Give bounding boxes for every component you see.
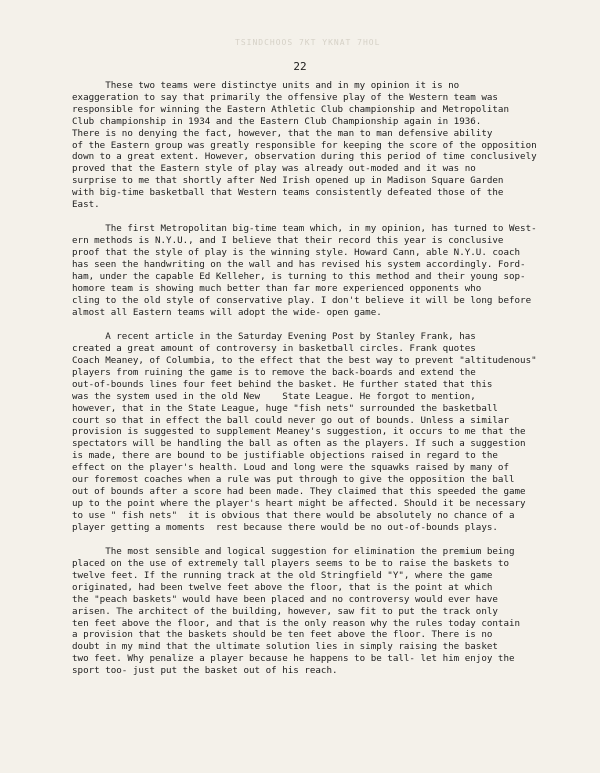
- paragraph-1: [72, 80, 572, 211]
- text-line: the "peach baskets" would have been placed and no controversy would ever have: [72, 593, 498, 605]
- text-line: of the Eastern group was greatly responsible for keeping the score of the opposition: [72, 139, 537, 151]
- text-line: exaggeration to say that primarily the offensive play of the Western team was: [72, 91, 498, 103]
- text-line: our foremost coaches when a rule was put through to give the opposition the ball: [72, 474, 515, 486]
- text-line: surprise to me that shortly after Ned Irish opened up in Madison Square Garden: [72, 175, 504, 187]
- text-line: responsible for winning the Eastern Athletic Club championship and Metropolitan: [72, 103, 509, 115]
- text-line: East.: [72, 199, 100, 211]
- text-line: almost all Eastern teams will adopt the wide- open game.: [72, 306, 382, 318]
- text-line: has seen the handwriting on the wall and has revised his system accordingly. Ford-: [72, 259, 526, 271]
- text-line: A recent article in the Saturday Evening Post by Stanley Frank, has: [72, 331, 476, 343]
- text-line: a provision that the baskets should be ten feet above the floor. There is no: [72, 629, 493, 641]
- text-line: placed on the use of extremely tall players seems to be to raise the baskets to: [72, 558, 509, 570]
- text-line: however, that in the State League, huge "fish nets" surrounded the basketball: [72, 402, 498, 414]
- text-line: The first Metropolitan big-time team which, in my opinion, has turned to West-: [72, 223, 537, 235]
- text-line: down to a great extent. However, observation during this period of time conclusively: [72, 151, 537, 163]
- text-line: doubt in my mind that the ultimate solution lies in simply raising the basket: [72, 641, 498, 653]
- text-line: is made, there are bound to be justifiable objections raised in regard to the: [72, 450, 498, 462]
- show-through-header: TSINDCHOOS 7KT YKNAT 7HOL: [235, 38, 381, 47]
- text-line: These two teams were distinctye units and in my opinion it is no: [72, 80, 460, 91]
- paragraph-4: [72, 546, 572, 677]
- text-line: effect on the player's health. Loud and long were the squawks raised by many of: [72, 462, 509, 474]
- document-body: [72, 80, 572, 690]
- text-line: players from ruining the game is to remove the back-boards and extend the: [72, 366, 476, 378]
- text-line: player getting a moments rest because there would be no out-of-bounds plays.: [72, 521, 498, 533]
- text-line: proof that the style of play is the winning style. Howard Cann, able N.Y.U. coach: [72, 247, 521, 259]
- paragraph-2: [72, 223, 572, 318]
- text-line: proved that the Eastern style of play was already out-moded and it was no: [72, 163, 476, 175]
- text-line: out-of-bounds lines four feet behind the basket. He further stated that this: [72, 378, 493, 390]
- text-line: court so that in effect the ball could never go out of bounds. Unless a similar: [72, 414, 509, 426]
- text-line: Coach Meaney, of Columbia, to the effect that the best way to prevent "altitudenous": [72, 355, 537, 367]
- text-line: up to the point where the player's heart might be affected. Should it be necessary: [72, 497, 526, 509]
- text-line: to use " fish nets" it is obvious that there would be absolutely no chance of a: [72, 509, 515, 521]
- text-line: provision is suggested to supplement Meaney's suggestion, it occurs to me that the: [72, 426, 526, 438]
- text-line: sport too- just put the basket out of his reach.: [72, 665, 338, 677]
- text-line: homore team is showing much better than far more experienced opponents who: [72, 283, 482, 294]
- text-line: arisen. The architect of the building, however, saw fit to put the track only: [72, 605, 498, 617]
- text-line: cling to the old style of conservative play. I don't believe it will be long before: [72, 294, 532, 306]
- text-line: with big-time basketball that Western teams consistently defeated those of the: [72, 187, 504, 199]
- text-line: created a great amount of controversy in basketball circles. Frank quotes: [72, 343, 476, 355]
- text-line: spectators will be handling the ball as often as the players. If such a suggestion: [72, 438, 526, 450]
- text-line: was the system used in the old New State League. He forgot to mention,: [72, 390, 476, 402]
- text-line: There is no denying the fact, however, that the man to man defensive ability: [72, 127, 493, 139]
- text-line: Club championship in 1934 and the Eastern Club Championship again in 1936.: [72, 115, 482, 127]
- page-number: 22: [293, 60, 307, 73]
- text-line: ham, under the capable Ed Kelleher, is turning to this method and their young sop-: [72, 271, 526, 283]
- text-line: originated, had been twelve feet above the floor, that is the point at which: [72, 581, 493, 593]
- text-line: ten feet above the floor, and that is the only reason why the rules today contain: [72, 617, 521, 629]
- paragraph-3: [72, 331, 572, 533]
- text-line: twelve feet. If the running track at the old Stringfield "Y", where the game: [72, 569, 493, 581]
- text-line: The most sensible and logical suggestion for elimination the premium being: [72, 546, 515, 558]
- text-line: ern methods is N.Y.U., and I believe that their record this year is conclusive: [72, 235, 504, 247]
- text-line: out of bounds after a score had been made. They claimed that this speeded the game: [72, 486, 526, 497]
- text-line: two feet. Why penalize a player because he happens to be tall- let him enjoy the: [72, 653, 515, 665]
